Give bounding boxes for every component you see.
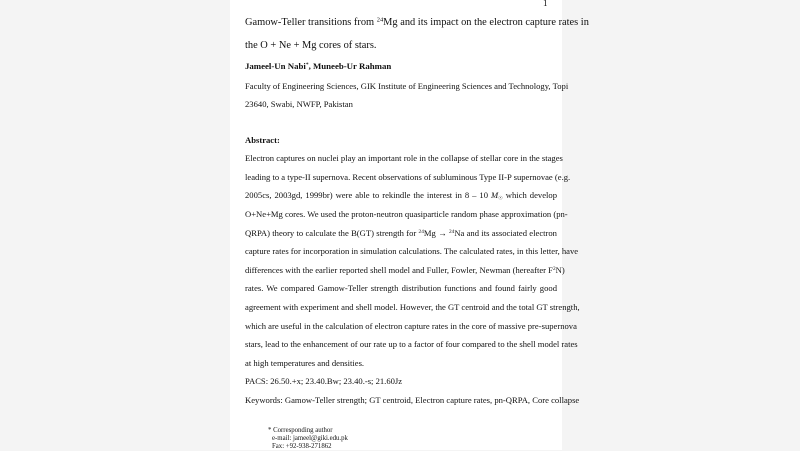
abstract-line: agreement with experiment and shell model. However, the GT centroid and the total GT strength, [245, 302, 580, 312]
abstract-heading: Abstract: [245, 135, 280, 145]
solar-mass-symbol: M [491, 190, 499, 200]
mass-number: 24 [448, 229, 455, 236]
abstract-line: at high temperatures and densities. [245, 358, 365, 368]
footnote-text: Corresponding author [273, 427, 333, 434]
abstract-line [245, 265, 565, 275]
affiliation-line-2: 23640, Swabi, NWFP, Pakistan [245, 99, 353, 109]
abstract-text: Mg → [423, 228, 449, 238]
mass-number: 24 [418, 229, 424, 236]
footnote-mark: * [268, 427, 272, 434]
corresponding-mark: * [305, 62, 309, 68]
author-1: Jameel-Un Nabi [245, 61, 306, 71]
abstract-text: Na and its associated electron [454, 228, 557, 238]
abstract-text: which develop [502, 190, 557, 200]
abstract-line: which are useful in the calculation of electron capture rates in the core of massive pre-supernova [245, 321, 577, 331]
abstract-line: rates. We compared Gamow-Teller strength distribution functions and found fairly good [245, 283, 557, 293]
abstract-text: QRPA) theory to calculate the B(GT) strength for [245, 228, 419, 238]
title-line-2: the O + Ne + Mg cores of stars. [245, 40, 377, 51]
title-line-1 [245, 16, 589, 29]
abstract-line [245, 228, 557, 238]
abstract-line: O+Ne+Mg cores. We used the proton-neutron quasiparticle random phase approximation (pn- [245, 209, 568, 219]
abstract-line: stars, lead to the enhancement of our rate up to a factor of four compared to the shell model rates [245, 339, 578, 349]
abstract-line: Electron captures on nuclei play an important role in the collapse of stellar core in the stages [245, 153, 563, 163]
abstract-line: leading to a type-II supernova. Recent observations of subluminous Type II-P supernovae (e.g. [245, 172, 571, 182]
title-text: Gamow-Teller transitions from [245, 17, 377, 28]
abstract-text: differences with the earlier reported shell model and Fuller, Fowler, Newman (hereafter F [245, 265, 553, 275]
abstract-text: 2005cs, 2003gd, 1999br) were able to rekindle the interest in 8 – 10 [245, 190, 492, 200]
footnote-fax: Fax: +92-938-271862 [272, 443, 332, 450]
pacs-codes: PACS: 26.50.+x; 23.40.Bw; 23.40.-s; 21.60Jz [245, 376, 403, 386]
abstract-text: N) [555, 265, 565, 275]
authors [245, 61, 557, 71]
affiliation-line-1: Faculty of Engineering Sciences, GIK Institute of Engineering Sciences and Technology, Topi [245, 81, 569, 91]
title-text: Mg and its impact on the electron capture rates in [383, 17, 589, 28]
title-superscript: 24 [376, 16, 384, 24]
sun-subscript: ☉ [498, 195, 503, 202]
page-number: 1 [543, 0, 548, 8]
keywords: Keywords: Gamow-Teller strength; GT centroid, Electron capture rates, pn-QRPA, Core collapse [245, 395, 580, 405]
abstract-line [245, 190, 557, 200]
abstract-line: capture rates for incorporation in simulation calculations. The calculated rates, in this letter, have [245, 246, 579, 256]
footnote-line-1 [268, 427, 333, 435]
author-2: , Muneeb-Ur Rahman [308, 61, 392, 71]
footnote-email: e-mail: jameel@giki.edu.pk [272, 435, 348, 442]
superscript: 2 [552, 266, 556, 273]
